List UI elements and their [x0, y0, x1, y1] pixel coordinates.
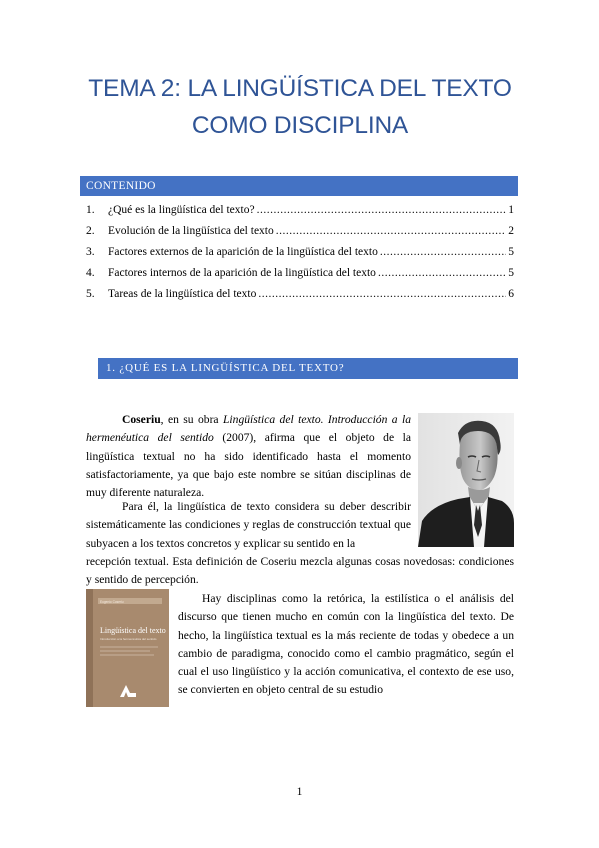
- paragraph: Hay disciplinas como la retórica, la estilística o el análisis del discurso que tienen mucho en común con la lingüística del texto. De hecho, la lingüística textual es la más reciente de todas y obedece a un cambio de paradigma, conocido como el cambio pragmático, según el cual el uso lingüístico y la acción comunicativa, el contexto de ese uso, se convierten en objeto central de su estudio: [178, 592, 514, 697]
- toc-item-number: 2.: [86, 225, 95, 237]
- author-name: Coseriu: [122, 413, 161, 426]
- paragraph-text: (2007), afirma que el objeto de la lingüística textual no ha sido identificado hasta el momento satisfactoriamente, ya que bajo este nombre se sitúan disciplinas de muy diferente naturaleza.: [86, 431, 411, 500]
- toc-item[interactable]: [86, 221, 514, 242]
- toc-item-label: Factores externos de la aparición de la lingüística del texto: [108, 246, 378, 258]
- paragraph: Para él, la lingüística de texto considera su deber describir sistemáticamente las condiciones y reglas de construcción textual que subyacen a los textos concretos y explicar su sentido en la: [86, 500, 411, 550]
- toc-item-number: 3.: [86, 246, 95, 258]
- toc-leader-dots: [378, 263, 506, 284]
- toc-leader-dots: [258, 284, 506, 305]
- book-cover-author: Eugenio Coseriu: [100, 600, 124, 604]
- toc-header: CONTENIDO: [80, 176, 518, 196]
- paragraph-coseriu: [86, 411, 411, 502]
- book-cover-image: [86, 589, 169, 707]
- table-of-contents: [86, 200, 514, 305]
- toc-item[interactable]: [86, 242, 514, 263]
- title-line-1: TEMA 2: LA LINGÜÍSTICA DEL TEXTO: [88, 75, 512, 102]
- toc-item-page: 6: [508, 288, 514, 300]
- paragraph-text: , en su obra: [160, 413, 223, 426]
- book-cover-title: Lingüística del texto: [100, 626, 166, 635]
- toc-leader-dots: [257, 200, 507, 221]
- toc-item[interactable]: [86, 200, 514, 221]
- toc-item-number: 5.: [86, 288, 95, 300]
- toc-item-page: 1: [508, 204, 514, 216]
- toc-item-label: ¿Qué es la lingüística del texto?: [108, 204, 255, 216]
- toc-item-label: Tareas de la lingüística del texto: [108, 288, 257, 300]
- paragraph: recepción textual. Esta definición de Coseriu mezcla algunas cosas novedosas: condiciones y sentido de percepción.: [86, 555, 514, 587]
- work-title: Lingüística del texto. Introducción a la hermenéutica del sentido: [86, 413, 411, 445]
- toc-leader-dots: [380, 242, 506, 263]
- book-cover-subtitle: Introducción a la hermenéutica del sentido: [100, 637, 157, 641]
- toc-item-label: Evolución de la lingüística del texto: [108, 225, 274, 237]
- author-portrait: [418, 413, 514, 547]
- toc-item[interactable]: [86, 263, 514, 284]
- title-line-2: COMO DISCIPLINA: [191, 112, 409, 139]
- section-header: 1. ¿QUÉ ES LA LINGÜÍSTICA DEL TEXTO?: [98, 358, 518, 379]
- document-title: [60, 70, 540, 144]
- toc-item-number: 1.: [86, 204, 95, 216]
- page-number: 1: [296, 786, 303, 798]
- toc-item-page: 5: [508, 267, 514, 279]
- toc-item-label: Factores internos de la aparición de la lingüística del texto: [108, 267, 376, 279]
- toc-item[interactable]: [86, 284, 514, 305]
- toc-leader-dots: [276, 221, 506, 242]
- toc-item-number: 4.: [86, 267, 95, 279]
- toc-item-page: 2: [508, 225, 514, 237]
- toc-item-page: 5: [508, 246, 514, 258]
